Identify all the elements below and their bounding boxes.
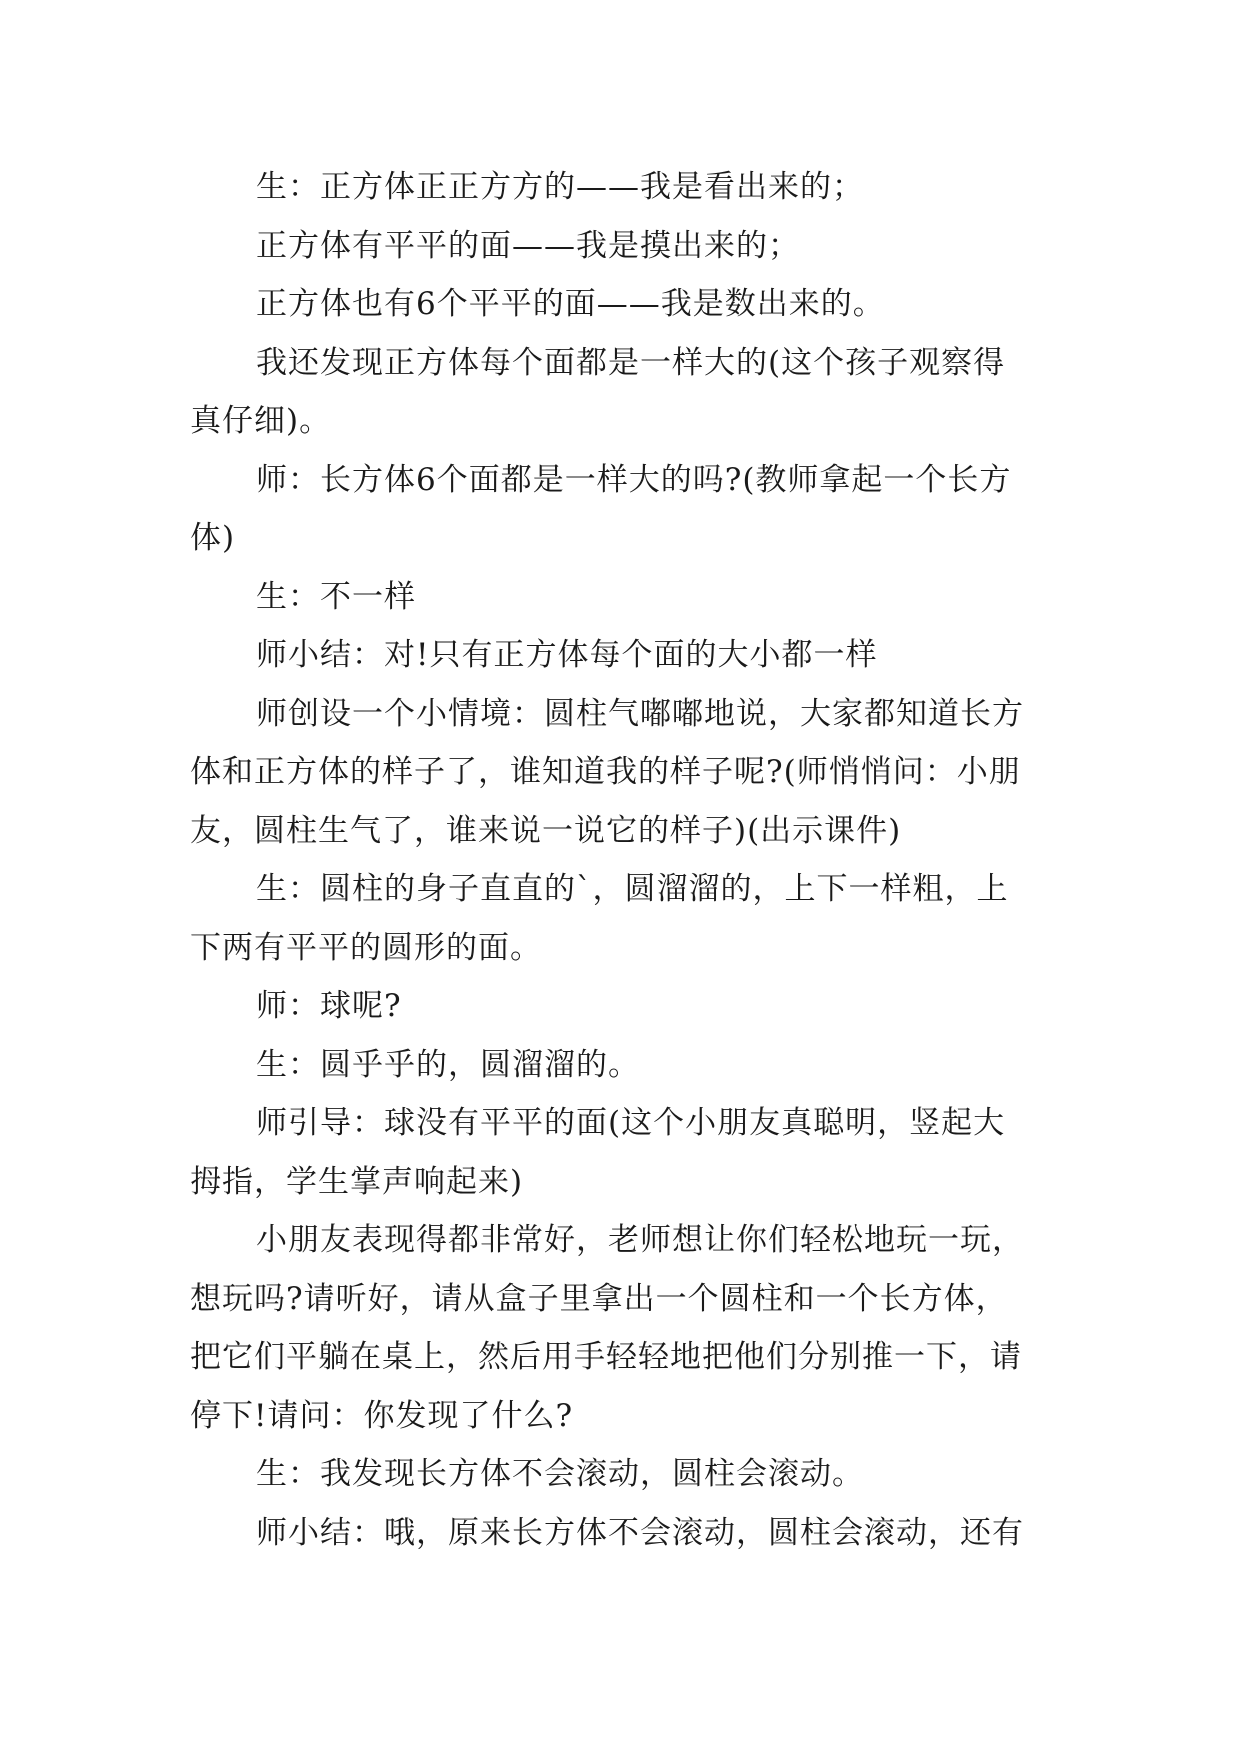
text-line: 生：圆乎乎的，圆溜溜的。	[256, 1046, 640, 1083]
text-line: 友，圆柱生气了，谁来说一说它的样子)(出示课件)	[190, 812, 902, 849]
document-body	[190, 158, 1050, 1562]
text-line: 师：长方体6个面都是一样大的吗?(教师拿起一个长方	[256, 461, 1012, 498]
text-line: 体和正方体的样子了，谁知道我的样子呢?(师悄悄问：小朋	[190, 754, 1021, 790]
paragraph	[190, 977, 1050, 1036]
text-line: 我还发现正方体每个面都是一样大的(这个孩子观察得	[256, 344, 1006, 381]
paragraph	[190, 860, 1050, 977]
text-line: 生：正方体正正方方的——我是看出来的；	[256, 169, 864, 205]
paragraph	[190, 158, 1050, 217]
paragraph	[190, 1504, 1050, 1563]
paragraph	[190, 568, 1050, 627]
paragraph	[190, 1211, 1050, 1445]
text-line: 想玩吗?请听好，请从盒子里拿出一个圆柱和一个长方体，	[190, 1280, 1008, 1317]
text-line: 师：球呢?	[256, 988, 402, 1024]
paragraph	[190, 217, 1050, 276]
text-line: 停下!请问：你发现了什么?	[190, 1397, 574, 1434]
text-line: 师创设一个小情境：圆柱气嘟嘟地说，大家都知道长方	[256, 695, 1024, 732]
text-line: 正方体也有6个平平的面——我是数出来的。	[256, 286, 885, 322]
text-line: 师小结：对!只有正方体每个面的大小都一样	[256, 637, 878, 673]
text-line: 师引导：球没有平平的面(这个小朋友真聪明，竖起大	[256, 1105, 1006, 1141]
paragraph	[190, 275, 1050, 334]
text-line: 体)	[190, 520, 236, 556]
paragraph	[190, 334, 1050, 451]
text-line: 下两有平平的圆形的面。	[190, 929, 542, 966]
paragraph	[190, 1094, 1050, 1211]
text-line: 生：不一样	[256, 578, 416, 615]
text-line: 拇指，学生掌声响起来)	[190, 1163, 524, 1200]
text-line: 小朋友表现得都非常好，老师想让你们轻松地玩一玩，	[256, 1222, 1024, 1258]
paragraph	[190, 1036, 1050, 1095]
text-line: 师小结：哦，原来长方体不会滚动，圆柱会滚动，还有	[256, 1514, 1024, 1551]
text-line: 真仔细)。	[190, 403, 332, 439]
text-line: 正方体有平平的面——我是摸出来的；	[256, 227, 800, 264]
text-line: 把它们平躺在桌上，然后用手轻轻地把他们分别推一下，请	[190, 1339, 1022, 1375]
text-line: 生：圆柱的身子直直的`，圆溜溜的，上下一样粗，上	[256, 871, 1009, 907]
paragraph	[190, 451, 1050, 568]
paragraph	[190, 1445, 1050, 1504]
paragraph	[190, 626, 1050, 685]
paragraph	[190, 685, 1050, 861]
text-line: 生：我发现长方体不会滚动，圆柱会滚动。	[256, 1456, 864, 1492]
